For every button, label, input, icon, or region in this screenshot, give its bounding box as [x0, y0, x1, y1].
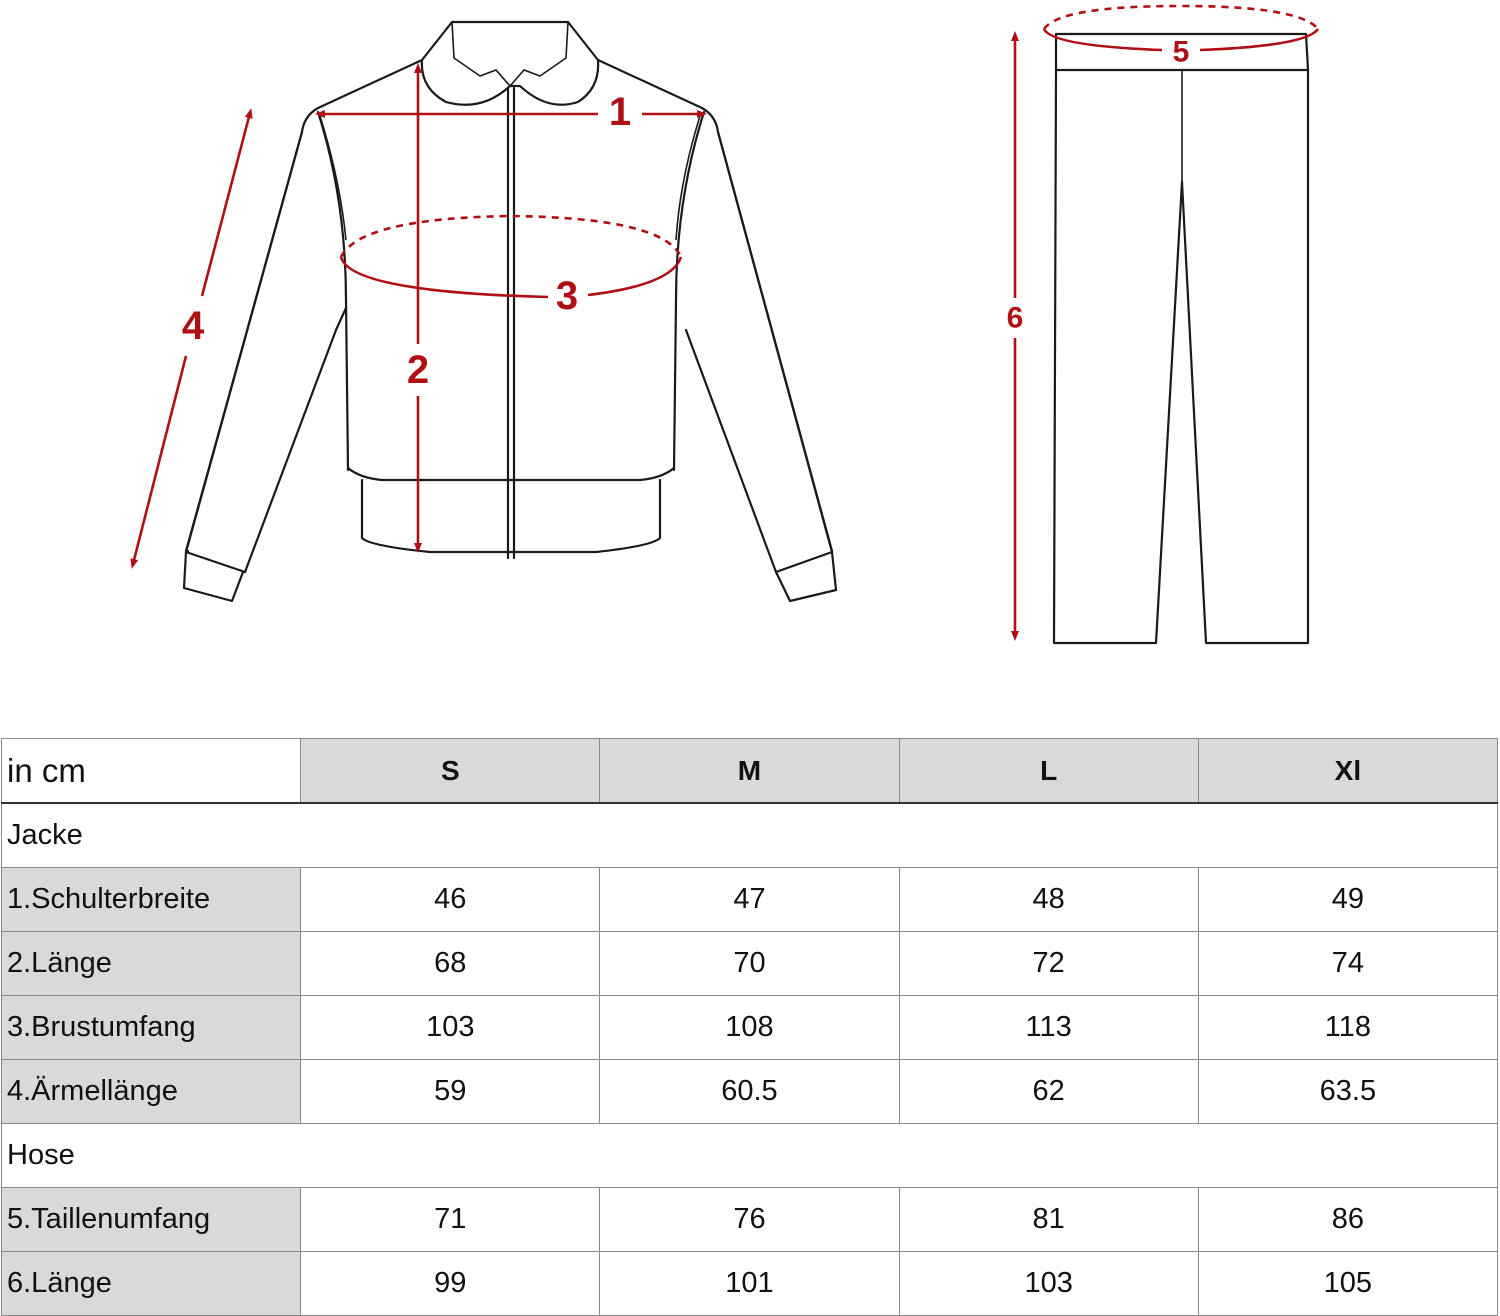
table-row	[2, 868, 1498, 932]
row-label: 1.Schulterbreite	[2, 868, 301, 932]
measure-1-label: 1	[608, 90, 632, 134]
measure-6-label: 6	[1006, 301, 1024, 335]
measure-3-label: 3	[555, 274, 579, 318]
jacket-outline	[181, 22, 836, 601]
measure-5-label: 5	[1172, 35, 1190, 69]
pants-outline	[1054, 34, 1308, 643]
table-cell: 59	[301, 1060, 600, 1124]
table-cell: 81	[899, 1188, 1198, 1252]
section-label: Jacke	[2, 803, 1498, 868]
table-cell: 103	[301, 996, 600, 1060]
table-cell: 62	[899, 1060, 1198, 1124]
row-label: 6.Länge	[2, 1252, 301, 1316]
section-row-jacke	[2, 803, 1498, 868]
measure-1-shoulder-width	[320, 90, 702, 134]
table-cell: 113	[899, 996, 1198, 1060]
table-row	[2, 1252, 1498, 1316]
section-row-hose	[2, 1124, 1498, 1188]
size-header: Xl	[1198, 739, 1497, 804]
section-label: Hose	[2, 1124, 1498, 1188]
size-header-row	[2, 739, 1498, 804]
table-cell: 72	[899, 932, 1198, 996]
table-row	[2, 1188, 1498, 1252]
table-cell: 49	[1198, 868, 1497, 932]
measure-4-sleeve-length	[133, 113, 250, 564]
table-cell: 108	[600, 996, 899, 1060]
measure-2-length	[407, 68, 429, 548]
measure-4-label: 4	[181, 304, 205, 348]
table-cell: 70	[600, 932, 899, 996]
row-label: 2.Länge	[2, 932, 301, 996]
table-cell: 105	[1198, 1252, 1497, 1316]
table-cell: 60.5	[600, 1060, 899, 1124]
table-cell: 101	[600, 1252, 899, 1316]
table-cell: 48	[899, 868, 1198, 932]
size-header: L	[899, 739, 1198, 804]
size-table	[1, 738, 1498, 1316]
size-header: M	[600, 739, 899, 804]
table-row	[2, 1060, 1498, 1124]
row-label: 5.Taillenumfang	[2, 1188, 301, 1252]
unit-label: in cm	[2, 739, 301, 804]
table-cell: 74	[1198, 932, 1497, 996]
table-cell: 118	[1198, 996, 1497, 1060]
table-cell: 47	[600, 868, 899, 932]
table-cell: 99	[301, 1252, 600, 1316]
table-row	[2, 996, 1498, 1060]
measure-5-waist-circumference	[1044, 6, 1318, 69]
measure-2-label: 2	[406, 348, 430, 392]
measure-3-chest-circumference	[341, 216, 681, 318]
table-cell: 76	[600, 1188, 899, 1252]
table-cell: 103	[899, 1252, 1198, 1316]
table-cell: 63.5	[1198, 1060, 1497, 1124]
table-cell: 86	[1198, 1188, 1497, 1252]
row-label: 4.Ärmellänge	[2, 1060, 301, 1124]
table-cell: 46	[301, 868, 600, 932]
table-row	[2, 932, 1498, 996]
table-cell: 71	[301, 1188, 600, 1252]
measure-6-pants-length	[1007, 36, 1024, 636]
size-header: S	[301, 739, 600, 804]
row-label: 3.Brustumfang	[2, 996, 301, 1060]
table-cell: 68	[301, 932, 600, 996]
